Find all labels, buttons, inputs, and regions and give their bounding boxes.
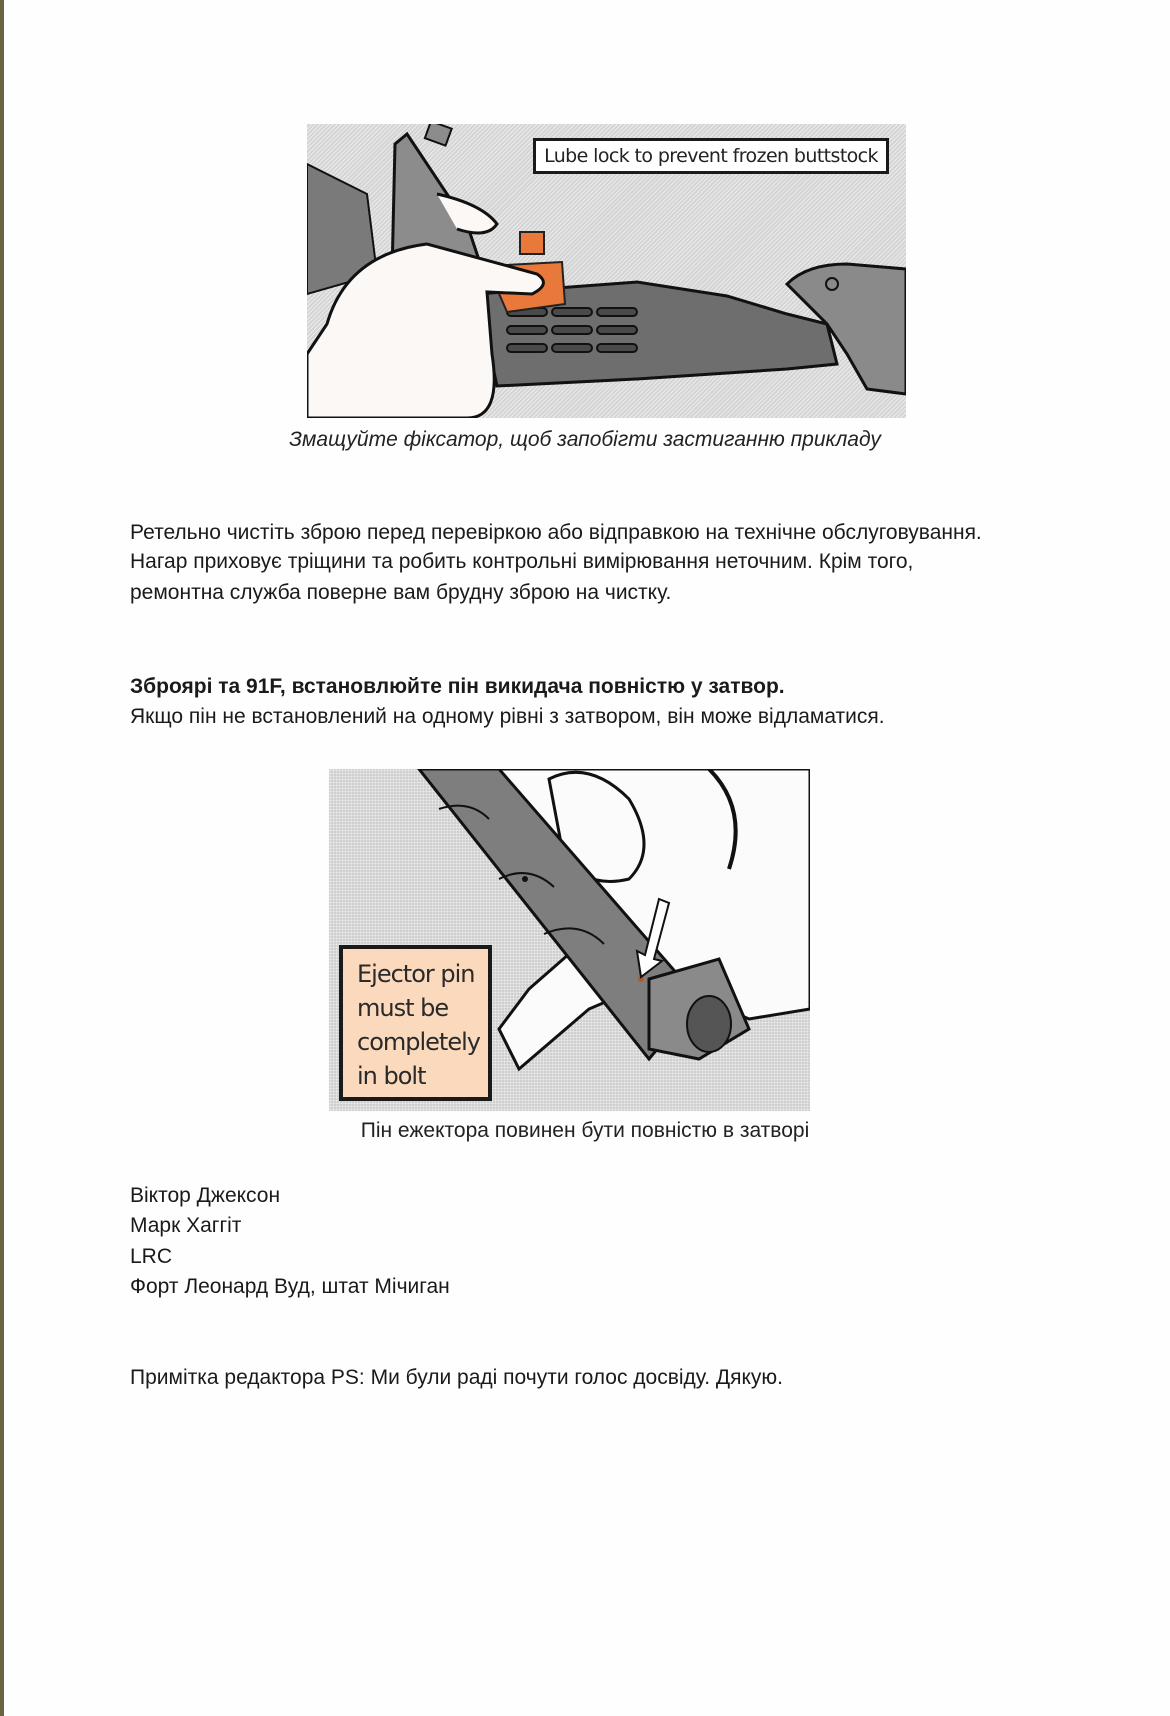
paragraph1-line: Нагар приховує тріщини та робить контрольні вимірювання неточним. Крім того, (130, 550, 914, 573)
paragraph1-line: ремонтна служба поверне вам брудну зброю на чистку. (130, 581, 672, 604)
figure2-callout-line: Ejector pin (357, 960, 475, 988)
signature-line: LRC (130, 1245, 173, 1268)
figure2-callout-line: must be (357, 994, 449, 1022)
paragraph1-line: Ретельно чистіть зброю перед перевіркою або відправкою на технічне обслуговування. (130, 521, 982, 544)
signature-line: Віктор Джексон (130, 1184, 281, 1207)
figure2-callout (339, 945, 492, 1101)
figure2-callout-line: in bolt (357, 1062, 426, 1090)
figure-buttstock-illustration (307, 124, 906, 418)
editor-note: Примітка редактора PS: Ми були раді почути голос досвіду. Дякую. (130, 1366, 783, 1389)
figure1-caption: Змащуйте фіксатор, щоб запобігти застиганню прикладу (289, 428, 881, 451)
figure2-caption: Пін ежектора повинен бути повністю в затворі (360, 1119, 810, 1142)
section2-heading: Зброярі та 91F, встановлюйте пін викидача повністю у затвор. (130, 675, 785, 698)
signature-line: Марк Хаггіт (130, 1214, 242, 1237)
figure-ejector-pin-illustration (329, 769, 810, 1111)
figure1-callout: Lube lock to prevent frozen buttstock (533, 138, 889, 174)
section2-body: Якщо пін не встановлений на одному рівні з затвором, він може відламатися. (130, 705, 885, 728)
figure2-callout-line: completely (357, 1028, 480, 1056)
page-edge-stripe (0, 0, 4, 1716)
signature-line: Форт Леонард Вуд, штат Мічиган (130, 1275, 450, 1298)
